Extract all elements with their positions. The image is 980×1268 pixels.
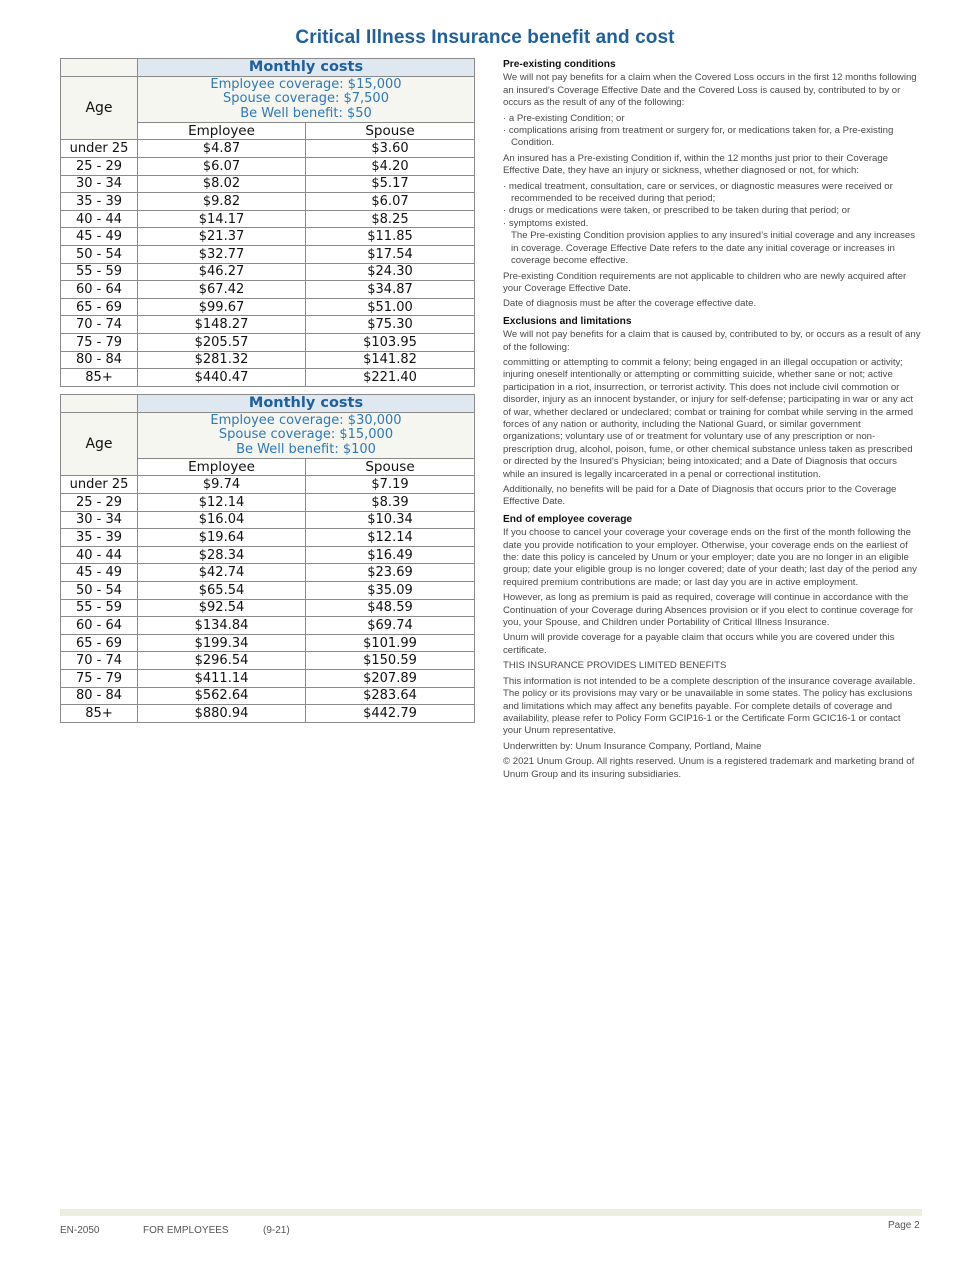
list-item: · a Pre-existing Condition; or [503, 112, 625, 124]
spouse-cost-cell: $12.14 [306, 529, 475, 547]
employee-cost-cell: $411.14 [138, 670, 306, 688]
employee-cost-cell: $205.57 [138, 334, 306, 352]
age-cell: 35 - 39 [61, 193, 138, 211]
list-item: · medical treatment, consultation, care or services, or diagnostic measures were received or recommended to be received during that period; [503, 180, 893, 205]
table-row [61, 582, 475, 600]
end-coverage-heading: End of employee coverage [503, 513, 633, 525]
age-cell: 65 - 69 [61, 298, 138, 316]
spouse-cost-cell: $17.54 [306, 246, 475, 264]
table-row [61, 476, 475, 494]
table-row [61, 634, 475, 652]
employee-cost-cell: $9.82 [138, 193, 306, 211]
table-row [61, 193, 475, 211]
spouse-cost-cell: $283.64 [306, 687, 475, 705]
cost-rows [61, 476, 475, 722]
spouse-cost-cell: $221.40 [306, 369, 475, 387]
be-well-benefit: Be Well benefit: $100 [236, 441, 376, 457]
employee-cost-cell: $46.27 [138, 263, 306, 281]
table-row [61, 705, 475, 723]
table-row [61, 263, 475, 281]
employee-cost-cell: $148.27 [138, 316, 306, 334]
preexisting-diagnosis: Date of diagnosis must be after the coverage effective date. [503, 298, 757, 310]
limited-benefits-notice: THIS INSURANCE PROVIDES LIMITED BENEFITS [503, 660, 727, 672]
age-cell: 45 - 49 [61, 228, 138, 246]
employee-cost-cell: $65.54 [138, 582, 306, 600]
spouse-cost-cell: $3.60 [306, 140, 475, 158]
spouse-cost-cell: $6.07 [306, 193, 475, 211]
age-cell: 60 - 64 [61, 281, 138, 299]
spouse-cost-cell: $141.82 [306, 351, 475, 369]
coverage-amounts [138, 413, 475, 459]
spouse-cost-cell: $23.69 [306, 564, 475, 582]
end-coverage-p2: However, as long as premium is paid as required, coverage will continue in accordance with the Continuation of your Coverage during Absences provision or if you elect to continue coverage for you, your Spouse, and Children under Portability of Critical Illness Insurance. [503, 592, 914, 629]
age-cell: 30 - 34 [61, 511, 138, 529]
spouse-cost-cell: $11.85 [306, 228, 475, 246]
table-row [61, 158, 475, 176]
spouse-cost-cell: $101.99 [306, 634, 475, 652]
employee-cost-cell: $296.54 [138, 652, 306, 670]
employee-cost-cell: $12.14 [138, 494, 306, 512]
spouse-cost-cell: $35.09 [306, 582, 475, 600]
employee-cost-cell: $134.84 [138, 617, 306, 635]
table-row [61, 511, 475, 529]
list-item: · complications arising from treatment or surgery for, or medications taken for, a Pre-existing Condition. [503, 125, 894, 149]
table-row [61, 652, 475, 670]
age-cell: 50 - 54 [61, 582, 138, 600]
spouse-cost-cell: $103.95 [306, 334, 475, 352]
employee-cost-cell: $6.07 [138, 158, 306, 176]
terms-column [503, 59, 921, 784]
age-cell: 75 - 79 [61, 334, 138, 352]
spouse-cost-cell: $51.00 [306, 298, 475, 316]
cost-table-2 [60, 394, 475, 723]
list-item: · drugs or medications were taken, or prescribed to be taken during that period; or [503, 205, 851, 217]
list-item: · symptoms existed. [503, 217, 589, 229]
spouse-cost-cell: $24.30 [306, 263, 475, 281]
age-cell: under 25 [61, 476, 138, 494]
employee-cost-cell: $99.67 [138, 298, 306, 316]
table-row [61, 529, 475, 547]
age-cell: 60 - 64 [61, 617, 138, 635]
spouse-cost-cell: $10.34 [306, 511, 475, 529]
employee-cost-cell: $92.54 [138, 599, 306, 617]
age-cell: 75 - 79 [61, 670, 138, 688]
age-cell: 70 - 74 [61, 316, 138, 334]
employee-cost-cell: $8.02 [138, 175, 306, 193]
spouse-cost-cell: $75.30 [306, 316, 475, 334]
employee-cost-cell: $440.47 [138, 369, 306, 387]
spouse-cost-cell: $7.19 [306, 476, 475, 494]
age-cell: 25 - 29 [61, 494, 138, 512]
age-cell: under 25 [61, 140, 138, 158]
cost-rows [61, 140, 475, 386]
spouse-cost-cell: $5.17 [306, 175, 475, 193]
be-well-benefit: Be Well benefit: $50 [240, 105, 372, 121]
end-coverage-p1: If you choose to cancel your coverage your coverage ends on the first of the month following the date you provide notification to your employer. Otherwise, your coverage ends on the earliest of the: date this policy is canceled by Unum or your employer; date you are no longer in an eligible group; date your eligible group is no longer covered; date of your death; last day of the period any required premium contributions are made; or last day you are in active employment. [503, 527, 917, 588]
employee-cost-cell: $9.74 [138, 476, 306, 494]
spouse-cost-cell: $34.87 [306, 281, 475, 299]
spouse-cost-cell: $16.49 [306, 546, 475, 564]
age-label: Age [61, 77, 138, 140]
exclusions-intro: We will not pay benefits for a claim that is caused by, contributed to by, or occurs as a result of any of the following: [503, 329, 921, 353]
table-row [61, 351, 475, 369]
cost-table-1 [60, 58, 475, 387]
end-coverage-p3: Unum will provide coverage for a payable claim that occurs while you are covered under this certificate. [503, 632, 895, 656]
table-row [61, 281, 475, 299]
table-header: Monthly costs [138, 395, 475, 413]
table-row [61, 564, 475, 582]
spouse-cost-cell: $150.59 [306, 652, 475, 670]
employee-cost-cell: $281.32 [138, 351, 306, 369]
employee-cost-cell: $16.04 [138, 511, 306, 529]
spouse-cost-cell: $4.20 [306, 158, 475, 176]
employee-column-header: Employee [138, 458, 306, 476]
employee-column-header: Employee [138, 122, 306, 140]
spouse-cost-cell: $8.25 [306, 210, 475, 228]
employee-cost-cell: $67.42 [138, 281, 306, 299]
date-code: (9-21) [263, 1225, 290, 1236]
table-row [61, 334, 475, 352]
table-row [61, 494, 475, 512]
age-cell: 30 - 34 [61, 175, 138, 193]
employee-cost-cell: $562.64 [138, 687, 306, 705]
preexisting-definition: An insured has a Pre-existing Condition if, within the 12 months just prior to their Coverage Effective Date, they have an injury or sickness, whether diagnosed or not, for which: [503, 152, 889, 177]
age-cell: 55 - 59 [61, 263, 138, 281]
page-number: Page 2 [888, 1220, 920, 1231]
employee-cost-cell: $199.34 [138, 634, 306, 652]
employee-cost-cell: $19.64 [138, 529, 306, 547]
age-label: Age [61, 413, 138, 476]
table-row [61, 316, 475, 334]
table-row [61, 687, 475, 705]
spouse-cost-cell: $8.39 [306, 494, 475, 512]
employee-coverage: Employee coverage: $15,000 [210, 77, 402, 92]
age-cell: 80 - 84 [61, 351, 138, 369]
age-cell: 85+ [61, 369, 138, 387]
table-row [61, 210, 475, 228]
underwriter: Underwritten by: Unum Insurance Company, Portland, Maine [503, 740, 762, 752]
table-row [61, 298, 475, 316]
table-row [61, 369, 475, 387]
spouse-cost-cell: $442.79 [306, 705, 475, 723]
table-row [61, 228, 475, 246]
exclusions-body: committing or attempting to commit a felony; being engaged in an illegal occupation or activity; injuring oneself intentionally or attempting or committing suicide, whether sane or not; active participation in a riot, insurrection, or terrorist activity. This does not include civil commotion or disorder, injury as an innocent bystander, or injury for self-defense; participating in war or any act of war, whether declared or undeclared; combat or training for combat while serving in the armed forces of any nation or authority, including the National Guard, or similar government organizations; voluntary use of or treatment for voluntary use of any prescription or non-prescription drug, alcohol, poison, fume, or other chemical substance unless taken as prescribed or directed by the Insured’s Physician; being intoxicated; and a Date of Diagnosis that occurs while an insured is legally incarcerated in a penal or correctional institution. [503, 356, 914, 480]
table-row [61, 140, 475, 158]
form-number: EN-2050 [60, 1225, 100, 1236]
preexisting-intro: We will not pay benefits for a claim when the Covered Loss occurs in the first 12 months following an insured’s Coverage Effective Date and the Covered Loss is caused by, contributed to by or occurs as the result of any of the following: [503, 72, 917, 109]
age-cell: 25 - 29 [61, 158, 138, 176]
age-cell: 40 - 44 [61, 546, 138, 564]
spouse-cost-cell: $207.89 [306, 670, 475, 688]
age-cell: 55 - 59 [61, 599, 138, 617]
coverage-amounts [138, 77, 475, 123]
age-cell: 35 - 39 [61, 529, 138, 547]
age-cell: 85+ [61, 705, 138, 723]
preexisting-children: Pre-existing Condition requirements are not applicable to children who are newly acquired after your Coverage Effective Date. [503, 270, 907, 294]
employee-cost-cell: $14.17 [138, 210, 306, 228]
spouse-cost-cell: $48.59 [306, 599, 475, 617]
employee-cost-cell: $42.74 [138, 564, 306, 582]
employee-cost-cell: $880.94 [138, 705, 306, 723]
disclaimer: This information is not intended to be a complete description of the insurance coverage available. The policy or its provisions may vary or be unavailable in some states. The policy has exclusions and limitations which may affect any benefits payable. For complete details of coverage and availability, please refer to Policy Form GCIP16-1 or the Certificate Form GCIC16-1 or contact your Unum representative. [503, 675, 916, 737]
table-header: Monthly costs [138, 59, 475, 77]
age-cell: 80 - 84 [61, 687, 138, 705]
age-cell: 50 - 54 [61, 246, 138, 264]
table-row [61, 599, 475, 617]
table-row [61, 617, 475, 635]
preexisting-heading: Pre-existing conditions [503, 59, 616, 70]
age-cell: 45 - 49 [61, 564, 138, 582]
exclusions-additionally: Additionally, no benefits will be paid for a Date of Diagnosis that occurs prior to the Coverage Effective Date. [503, 484, 897, 508]
table-row [61, 175, 475, 193]
preexisting-provision: The Pre-existing Condition provision applies to any insured’s initial coverage and any increases in coverage. Coverage Effective Date refers to the date any initial coverage or increases in coverage become effective. [511, 230, 916, 267]
spouse-coverage: Spouse coverage: $15,000 [218, 427, 394, 443]
spouse-column-header: Spouse [306, 122, 475, 140]
age-cell: 70 - 74 [61, 652, 138, 670]
employee-cost-cell: $21.37 [138, 228, 306, 246]
employee-cost-cell: $4.87 [138, 140, 306, 158]
audience-label: FOR EMPLOYEES [143, 1225, 229, 1236]
spouse-column-header: Spouse [306, 458, 475, 476]
employee-cost-cell: $28.34 [138, 546, 306, 564]
spouse-cost-cell: $69.74 [306, 617, 475, 635]
table-row [61, 246, 475, 264]
page-title: Critical Illness Insurance benefit and cost [295, 27, 675, 48]
employee-cost-cell: $32.77 [138, 246, 306, 264]
copyright: © 2021 Unum Group. All rights reserved. Unum is a registered trademark and marketing brand of Unum Group and its insuring subsidiaries. [503, 756, 915, 780]
exclusions-heading: Exclusions and limitations [503, 315, 632, 327]
table-row [61, 670, 475, 688]
footer-bar [60, 1209, 922, 1216]
age-cell: 40 - 44 [61, 210, 138, 228]
table-row [61, 546, 475, 564]
spouse-coverage: Spouse coverage: $7,500 [223, 91, 389, 107]
employee-coverage: Employee coverage: $30,000 [210, 413, 402, 428]
age-cell: 65 - 69 [61, 634, 138, 652]
